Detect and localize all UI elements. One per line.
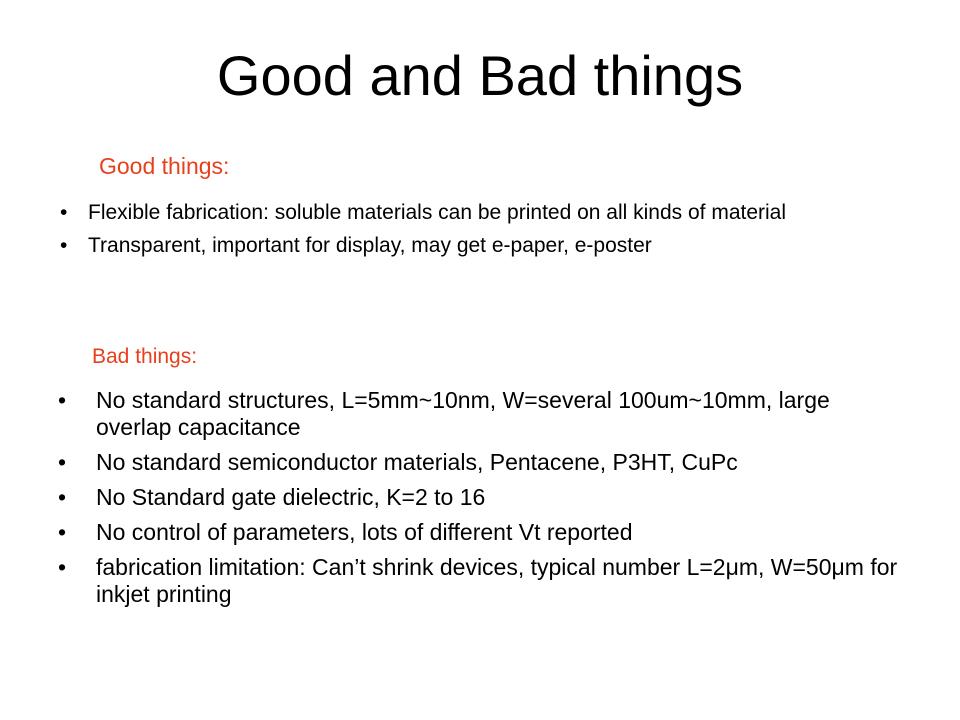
bullet-icon: •: [60, 201, 68, 224]
slide-title: Good and Bad things: [216, 44, 744, 107]
list-item-text: No standard structures, L=5mm~10nm, W=several 100um~10mm, large overlap capacitance: [96, 387, 830, 440]
good-things-list: [60, 200, 900, 266]
list-item: [58, 484, 908, 511]
bullet-icon: •: [58, 387, 67, 413]
list-item-text: No Standard gate dielectric, K=2 to 16: [96, 484, 486, 510]
list-item: [58, 554, 908, 608]
bullet-icon: •: [58, 554, 67, 580]
bullet-icon: •: [58, 449, 67, 475]
bad-things-list: [58, 387, 908, 616]
list-item-text: No control of parameters, lots of different Vt reported: [96, 519, 633, 545]
list-item: [60, 200, 900, 225]
list-item: [58, 449, 908, 476]
bullet-icon: •: [58, 484, 67, 510]
list-item: [58, 519, 908, 546]
list-item-text: Transparent, important for display, may get e-paper, e-poster: [88, 234, 652, 257]
good-things-label: Good things:: [99, 153, 230, 179]
list-item-text: No standard semiconductor materials, Pentacene, P3HT, CuPc: [96, 449, 738, 475]
list-item-text: Flexible fabrication: soluble materials can be printed on all kinds of material: [88, 201, 787, 224]
list-item: [60, 233, 900, 258]
bullet-icon: •: [58, 519, 67, 545]
list-item-text: fabrication limitation: Can’t shrink devices, typical number L=2μm, W=50μm for inkjet printing: [96, 554, 898, 607]
list-item: [58, 387, 908, 441]
bullet-icon: •: [60, 234, 68, 257]
bad-things-label: Bad things:: [92, 345, 198, 368]
